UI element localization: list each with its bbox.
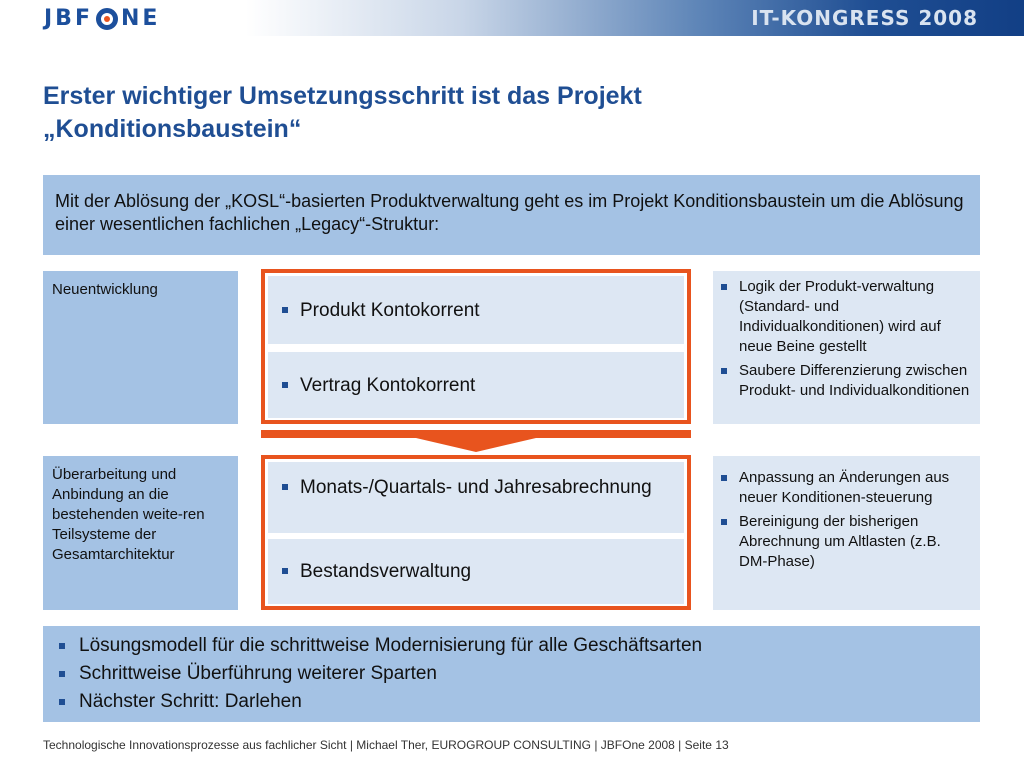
bullet-icon bbox=[721, 519, 727, 525]
row1-note-2: Saubere Differenzierung zwischen Produkt- und Individualkonditionen bbox=[721, 361, 972, 401]
row2-label: Überarbeitung und Anbindung an die bestehenden weite-ren Teilsysteme der Gesamtarchitektur bbox=[43, 456, 238, 610]
logo-text-right: NE bbox=[120, 6, 161, 31]
footer: Technologische Innovationsprozesse aus fachlicher Sicht | Michael Ther, EUROGROUP CONSULTING | JBFOne 2008 | Seite 13 bbox=[43, 738, 729, 752]
bullet-icon bbox=[59, 699, 65, 705]
row1-notes bbox=[713, 271, 980, 424]
row1-item-1: Produkt Kontokorrent bbox=[268, 276, 684, 344]
logo-o-icon bbox=[96, 8, 118, 30]
intro-box: Mit der Ablösung der „KOSL“-basierten Produktverwaltung geht es im Projekt Konditionsbaustein um die Ablösung einer wesentlichen fachlichen „Legacy“-Struktur: bbox=[43, 175, 980, 255]
event-title: IT-KONGRESS 2008 bbox=[751, 6, 978, 30]
row2-frame bbox=[261, 455, 691, 610]
bullet-icon bbox=[59, 643, 65, 649]
bullet-icon bbox=[282, 484, 288, 490]
title-line-1: Erster wichtiger Umsetzungsschritt ist das Projekt bbox=[43, 82, 642, 110]
row2-notes bbox=[713, 456, 980, 610]
summary-box bbox=[43, 626, 980, 722]
page-title bbox=[43, 80, 983, 146]
bullet-icon bbox=[721, 368, 727, 374]
summary-item-1: Lösungsmodell für die schrittweise Modernisierung für alle Geschäftsarten bbox=[55, 632, 968, 660]
down-arrow-icon bbox=[261, 430, 691, 452]
row1-label: Neuentwicklung bbox=[43, 271, 238, 424]
header-bar bbox=[0, 0, 1024, 36]
row1-note-1: Logik der Produkt-verwaltung (Standard- und Individualkonditionen) wird auf neue Beine gestellt bbox=[721, 277, 972, 357]
bullet-icon bbox=[282, 382, 288, 388]
bullet-icon bbox=[282, 568, 288, 574]
row2-note-1: Anpassung an Änderungen aus neuer Konditionen-steuerung bbox=[721, 468, 972, 508]
title-line-2: „Konditionsbaustein“ bbox=[43, 115, 302, 143]
row1-item-2: Vertrag Kontokorrent bbox=[268, 352, 684, 418]
row2-note-2: Bereinigung der bisherigen Abrechnung um Altlasten (z.B. DM-Phase) bbox=[721, 512, 972, 572]
bullet-icon bbox=[59, 671, 65, 677]
row2-item-2: Bestandsverwaltung bbox=[268, 539, 684, 604]
summary-item-3: Nächster Schritt: Darlehen bbox=[55, 688, 968, 716]
bullet-icon bbox=[282, 307, 288, 313]
logo bbox=[44, 6, 160, 31]
row2-item-1: Monats-/Quartals- und Jahresabrechnung bbox=[268, 462, 684, 533]
logo-text-left: JBF bbox=[44, 6, 93, 31]
bullet-icon bbox=[721, 284, 727, 290]
row1-frame bbox=[261, 269, 691, 424]
bullet-icon bbox=[721, 475, 727, 481]
summary-item-2: Schrittweise Überführung weiterer Sparten bbox=[55, 660, 968, 688]
